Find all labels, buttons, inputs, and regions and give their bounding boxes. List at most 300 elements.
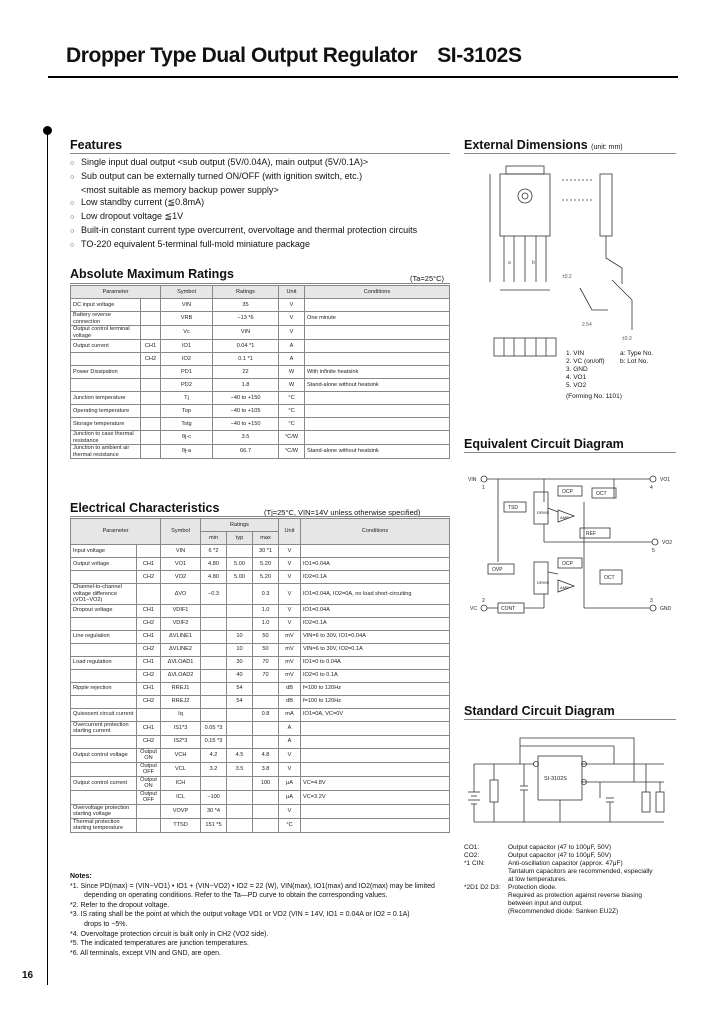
table-cell: °C: [279, 818, 301, 832]
note-line: *1. Since PD(max) = (VIN−VO1) • IO1 + (VIN−VO2) • IO2 = 22 (W), VIN(max), IO1(max) and IO2(max) may be limited: [70, 882, 435, 890]
table-cell: PD1: [161, 366, 213, 379]
table-cell: IO1=0.04A, IO2=0A, no load short-circuiting: [301, 584, 450, 605]
table-row: [71, 445, 450, 459]
table-cell: DC input voltage: [71, 299, 141, 312]
table-cell: −40 to +105: [213, 405, 279, 418]
table-cell: IO2: [161, 353, 213, 366]
table-cell: VIN: [161, 545, 201, 558]
table-cell: [141, 312, 161, 326]
table-cell: 50: [253, 630, 279, 643]
table-cell: Output current: [71, 340, 141, 353]
table-cell: VRB: [161, 312, 213, 326]
table-cell: Output ON: [137, 776, 161, 790]
table-cell: Operating temperature: [71, 405, 141, 418]
table-row: [71, 353, 450, 366]
note-line: drops to −5%.: [84, 920, 128, 928]
table-cell: [71, 353, 141, 366]
table-cell: [227, 818, 253, 832]
table-cell: [201, 682, 227, 695]
table-cell: 30 *1: [253, 545, 279, 558]
table-cell: VO2: [161, 571, 201, 584]
table-cell: 5.20: [253, 558, 279, 571]
dimensions-heading: External Dimensions (unit: mm): [464, 138, 623, 152]
table-cell: 4.8: [253, 748, 279, 762]
table-cell: TTSD: [161, 818, 201, 832]
table-cell: mV: [279, 643, 301, 656]
table-cell: V: [279, 312, 305, 326]
table-cell: 151 *5: [201, 818, 227, 832]
table-cell: CH1: [137, 721, 161, 735]
table-cell: Output control voltage: [71, 748, 137, 762]
table-cell: 40: [227, 669, 253, 682]
table-cell: V: [279, 748, 301, 762]
table-cell: A: [279, 721, 301, 735]
table-cell: Vc: [161, 326, 213, 340]
eq-label: OCT: [604, 575, 615, 581]
table-cell: [71, 617, 137, 630]
table-cell: −100: [201, 790, 227, 804]
table-row: [71, 656, 450, 669]
equivalent-underline: [464, 452, 676, 453]
eq-label: OCP: [562, 561, 573, 567]
col-header: typ: [227, 532, 253, 545]
table-cell: V: [279, 326, 305, 340]
table-cell: Junction to ambient air thermal resistance: [71, 445, 141, 459]
feature-item: ○ TO-220 equivalent 5-terminal full-mold miniature package: [70, 239, 310, 249]
table-cell: Storage temperature: [71, 418, 141, 431]
table-cell: Overvoltage protection starting voltage: [71, 804, 137, 818]
table-cell: Stand-alone without heatsink: [305, 445, 450, 459]
elec-condition: (Tj=25°C, VIN=14V unless otherwise specified): [264, 508, 421, 517]
table-cell: IO1: [161, 340, 213, 353]
table-cell: IS1*3: [161, 721, 201, 735]
table-cell: mA: [279, 708, 301, 721]
table-cell: °C: [279, 392, 305, 405]
table-row: [71, 431, 450, 445]
table-cell: W: [279, 379, 305, 392]
note-line: *3. IS rating shall be the point at which the output voltage VO1 or VO2 (VIN = 14V, IO1 = 0.04A or IO2 = 0.1A): [70, 911, 410, 919]
table-cell: W: [279, 366, 305, 379]
table-row: [71, 818, 450, 832]
table-cell: CH2: [137, 643, 161, 656]
equivalent-heading: Equivalent Circuit Diagram: [464, 437, 624, 451]
table-row: [71, 405, 450, 418]
table-cell: −0.3: [201, 584, 227, 605]
table-cell: ΔVLINE2: [161, 643, 201, 656]
eq-label: VC: [470, 606, 477, 612]
table-cell: ΔVO: [161, 584, 201, 605]
table-cell: [201, 617, 227, 630]
table-cell: 4.5: [227, 748, 253, 762]
table-cell: [71, 571, 137, 584]
col-header: Unit: [279, 519, 301, 545]
table-cell: Tj: [161, 392, 213, 405]
table-cell: [227, 584, 253, 605]
table-cell: θj-a: [161, 445, 213, 459]
table-cell: [71, 735, 137, 748]
table-cell: Iq: [161, 708, 201, 721]
table-cell: Stand-alone without heatsink: [305, 379, 450, 392]
table-cell: CH2: [137, 695, 161, 708]
table-row: [71, 545, 450, 558]
eq-label: VO2: [662, 540, 673, 546]
svg-text:±0.2: ±0.2: [562, 274, 572, 280]
table-cell: V: [279, 558, 301, 571]
table-cell: [201, 708, 227, 721]
legend-row: (Recommended diode: Sanken EU2Z): [508, 908, 619, 915]
table-cell: VDIF1: [161, 604, 201, 617]
table-cell: VDIF2: [161, 617, 201, 630]
eq-label: VIN: [468, 477, 477, 483]
table-cell: [301, 762, 450, 776]
part-number: SI-3102S: [437, 44, 522, 67]
note-line: *5. The indicated temperatures are junction temperatures.: [70, 940, 249, 948]
standard-underline: [464, 719, 676, 720]
table-cell: [305, 353, 450, 366]
col-header: Conditions: [301, 519, 450, 545]
table-row: [71, 326, 450, 340]
table-cell: CH2: [137, 735, 161, 748]
features-list: [70, 156, 417, 252]
table-cell: VC=4.8V: [301, 776, 450, 790]
table-cell: With infinite heatsink: [305, 366, 450, 379]
top-divider: [48, 76, 678, 78]
table-cell: IO2=0.1A: [301, 617, 450, 630]
table-cell: VCH: [161, 748, 201, 762]
eq-label: OCT: [596, 491, 607, 497]
table-cell: A: [279, 340, 305, 353]
table-cell: IO2=0.1A: [301, 571, 450, 584]
eq-label: OCP: [562, 489, 573, 495]
table-cell: [71, 790, 137, 804]
pin-item: 3. GND: [566, 366, 588, 373]
table-cell: [227, 617, 253, 630]
table-cell: CH1: [137, 682, 161, 695]
table-cell: One minute: [305, 312, 450, 326]
table-row: [71, 643, 450, 656]
table-cell: ICH: [161, 776, 201, 790]
table-cell: V: [279, 299, 305, 312]
marking-item: b: Lot No.: [620, 358, 649, 365]
table-row: [71, 392, 450, 405]
feature-item: ○ Sub output can be externally turned ON/OFF (with ignition switch, etc.): [70, 171, 363, 181]
table-cell: [305, 418, 450, 431]
pin-item: 1. VIN: [566, 350, 585, 357]
table-cell: −40 to +150: [213, 392, 279, 405]
table-cell: Output ON: [137, 748, 161, 762]
table-cell: V: [279, 571, 301, 584]
table-row: [71, 804, 450, 818]
table-cell: [301, 804, 450, 818]
left-margin-line: [47, 130, 48, 985]
table-row: [71, 558, 450, 571]
table-cell: mV: [279, 630, 301, 643]
col-header: Parameter: [71, 519, 161, 545]
eq-label: AMP: [560, 585, 569, 590]
table-cell: °C/W: [279, 445, 305, 459]
table-cell: 3.2: [201, 762, 227, 776]
table-row: [71, 312, 450, 326]
eq-pin: 3: [650, 598, 653, 604]
table-cell: [137, 818, 161, 832]
table-cell: −13 *6: [213, 312, 279, 326]
table-row: [71, 669, 450, 682]
feature-item: ○ Built-in constant current type overcurrent, overvoltage and thermal protection circuits: [70, 225, 418, 235]
table-cell: [141, 366, 161, 379]
table-cell: μA: [279, 776, 301, 790]
table-cell: Top: [161, 405, 213, 418]
table-cell: 3.8: [253, 762, 279, 776]
pin-item: 5. VO2: [566, 382, 587, 389]
table-cell: [71, 695, 137, 708]
table-cell: CH2: [137, 571, 161, 584]
col-header: Conditions: [305, 286, 450, 299]
table-cell: [227, 804, 253, 818]
table-cell: 6 *2: [201, 545, 227, 558]
table-cell: [305, 326, 450, 340]
table-cell: A: [279, 735, 301, 748]
table-row: [71, 571, 450, 584]
table-cell: [227, 790, 253, 804]
eq-label: GND: [660, 606, 672, 612]
svg-text:2.54: 2.54: [582, 322, 592, 328]
legend-row: between input and output.: [508, 900, 583, 907]
table-cell: Output voltage: [71, 558, 137, 571]
table-cell: [305, 392, 450, 405]
table-cell: °C/W: [279, 431, 305, 445]
table-cell: [141, 392, 161, 405]
table-cell: [141, 418, 161, 431]
package-drawing: [482, 160, 662, 370]
table-cell: f=100 to 120Hz: [301, 682, 450, 695]
eq-label: OVP: [492, 567, 503, 573]
eq-pin: 2: [482, 598, 485, 604]
table-row: [71, 762, 450, 776]
table-row: [71, 299, 450, 312]
table-cell: [253, 695, 279, 708]
table-cell: [227, 708, 253, 721]
eq-label: AMP: [560, 515, 569, 520]
note-line: *6. All terminals, except VIN and GND, are open.: [70, 949, 221, 957]
col-header: Symbol: [161, 286, 213, 299]
table-cell: [301, 545, 450, 558]
svg-text:±0.3: ±0.3: [622, 336, 632, 342]
table-cell: [141, 379, 161, 392]
standard-legend: [464, 844, 653, 916]
table-cell: [301, 748, 450, 762]
table-cell: V: [279, 762, 301, 776]
features-heading: Features: [70, 138, 123, 152]
col-header: Ratings: [201, 519, 279, 532]
table-cell: [305, 340, 450, 353]
table-row: [71, 776, 450, 790]
table-cell: 30: [227, 656, 253, 669]
table-cell: [227, 735, 253, 748]
table-cell: 1.0: [253, 617, 279, 630]
eq-pin: 4: [650, 485, 653, 491]
legend-row: Tantalum capacitors are recommended, especially: [508, 868, 653, 875]
eq-label: CONT: [501, 606, 516, 612]
table-cell: VO1: [161, 558, 201, 571]
table-cell: 35: [213, 299, 279, 312]
notes: [70, 872, 450, 958]
table-cell: Battery reverse connection: [71, 312, 141, 326]
pin-item: 4. VO1: [566, 374, 587, 381]
table-cell: VIN: [161, 299, 213, 312]
table-cell: [227, 545, 253, 558]
table-cell: RREJ1: [161, 682, 201, 695]
elec-table: [70, 518, 450, 833]
table-cell: 5.00: [227, 558, 253, 571]
table-cell: 0.15 *3: [201, 735, 227, 748]
eq-label: DRIVE: [537, 580, 550, 585]
table-cell: Quiescent circuit current: [71, 708, 137, 721]
legend-row: CO2: Output capacitor (47 to 100μF, 50V): [464, 852, 612, 859]
table-cell: mV: [279, 669, 301, 682]
table-cell: 54: [227, 682, 253, 695]
table-cell: V: [279, 545, 301, 558]
elec-heading: Electrical Characteristics: [70, 501, 220, 515]
table-cell: Output OFF: [137, 762, 161, 776]
table-cell: VC=3.2V: [301, 790, 450, 804]
abs-max-table: [70, 285, 450, 459]
legend-row: Required as protection against reverse biasing: [508, 892, 643, 899]
dimensions-underline: [464, 153, 676, 154]
table-cell: [141, 405, 161, 418]
eq-label: TSD: [508, 505, 518, 511]
table-cell: 0.3: [253, 584, 279, 605]
table-cell: Channel-to-channel voltage difference (VO1−VO2): [71, 584, 137, 605]
table-cell: CH1: [137, 630, 161, 643]
feature-item: ○ Low dropout voltage ≦1V: [70, 211, 184, 221]
notes-heading: Notes:: [70, 873, 92, 880]
table-cell: [201, 656, 227, 669]
table-cell: V: [279, 804, 301, 818]
table-cell: 1.0: [253, 604, 279, 617]
table-cell: 4.80: [201, 558, 227, 571]
eq-label: VO1: [660, 477, 671, 483]
abs-max-heading: Absolute Maximum Ratings: [70, 267, 234, 281]
table-cell: Output control current: [71, 776, 137, 790]
table-cell: V: [279, 604, 301, 617]
equivalent-circuit: [464, 462, 684, 622]
table-cell: [253, 721, 279, 735]
table-cell: −40 to +150: [213, 418, 279, 431]
table-row: [71, 630, 450, 643]
table-cell: CH1: [137, 558, 161, 571]
table-cell: CH2: [137, 617, 161, 630]
table-cell: [201, 643, 227, 656]
table-cell: A: [279, 353, 305, 366]
feature-item: <most suitable as memory backup power supply>: [81, 185, 279, 195]
feature-item: ○ Single input dual output <sub output (5V/0.04A), main output (5V/0.1A)>: [70, 157, 369, 167]
table-cell: [301, 721, 450, 735]
col-header: max: [253, 532, 279, 545]
table-cell: [253, 790, 279, 804]
table-cell: f=100 to 120Hz: [301, 695, 450, 708]
table-cell: Load regulation: [71, 656, 137, 669]
table-row: [71, 708, 450, 721]
table-cell: CH1: [137, 604, 161, 617]
eq-pin: 5: [652, 548, 655, 554]
table-cell: [253, 818, 279, 832]
eq-label: DRIVE: [537, 510, 550, 515]
table-cell: [141, 445, 161, 459]
table-cell: Output OFF: [137, 790, 161, 804]
note-line: *4. Overvoltage protection circuit is built only in CH2 (VO2 side).: [70, 930, 269, 938]
table-cell: [201, 669, 227, 682]
table-cell: 0.1 *1: [213, 353, 279, 366]
table-cell: IS2*3: [161, 735, 201, 748]
table-cell: IO2=0 to 0.1A: [301, 669, 450, 682]
table-cell: [137, 545, 161, 558]
table-cell: 70: [253, 656, 279, 669]
elec-underline: [70, 516, 450, 517]
table-row: [71, 790, 450, 804]
table-cell: [305, 405, 450, 418]
table-cell: CH1: [137, 656, 161, 669]
table-cell: [201, 630, 227, 643]
col-header: Parameter: [71, 286, 161, 299]
table-cell: [137, 708, 161, 721]
table-row: [71, 379, 450, 392]
table-cell: VCL: [161, 762, 201, 776]
table-cell: RREJ2: [161, 695, 201, 708]
table-cell: VIN=6 to 30V, IO1=0.04A: [301, 630, 450, 643]
table-cell: 54: [227, 695, 253, 708]
table-row: [71, 695, 450, 708]
table-row: [71, 340, 450, 353]
col-header: min: [201, 532, 227, 545]
features-underline: [70, 153, 450, 154]
table-cell: 100: [253, 776, 279, 790]
table-row: [71, 418, 450, 431]
svg-text:b: b: [532, 260, 535, 266]
eq-label: REF: [586, 531, 596, 537]
table-cell: [71, 643, 137, 656]
table-cell: [301, 735, 450, 748]
table-cell: °C: [279, 405, 305, 418]
table-cell: θj-c: [161, 431, 213, 445]
table-cell: [201, 604, 227, 617]
table-cell: 30 *4: [201, 804, 227, 818]
table-cell: ΔVLINE1: [161, 630, 201, 643]
ic-label: SI-3102S: [544, 776, 567, 782]
table-cell: [253, 735, 279, 748]
table-cell: [141, 299, 161, 312]
table-cell: V: [279, 584, 301, 605]
table-row: [71, 584, 450, 605]
table-cell: CH1: [141, 340, 161, 353]
forming-number: (Forming No. 1101): [566, 393, 622, 400]
pin-list: [566, 350, 605, 390]
table-cell: 4.80: [201, 571, 227, 584]
table-cell: Line regulation: [71, 630, 137, 643]
table-cell: 4.2: [201, 748, 227, 762]
table-row: [71, 617, 450, 630]
standard-circuit: [464, 726, 676, 836]
page-number: 16: [22, 970, 34, 981]
abs-max-underline: [70, 283, 450, 284]
table-cell: 5.00: [227, 571, 253, 584]
table-cell: CH2: [137, 669, 161, 682]
table-cell: 0.8: [253, 708, 279, 721]
table-cell: Overcurrent protection starting current: [71, 721, 137, 735]
table-cell: 1.8: [213, 379, 279, 392]
table-cell: [137, 584, 161, 605]
legend-row: CO1: Output capacitor (47 to 100μF, 50V): [464, 844, 612, 851]
marking-list: [620, 350, 653, 366]
